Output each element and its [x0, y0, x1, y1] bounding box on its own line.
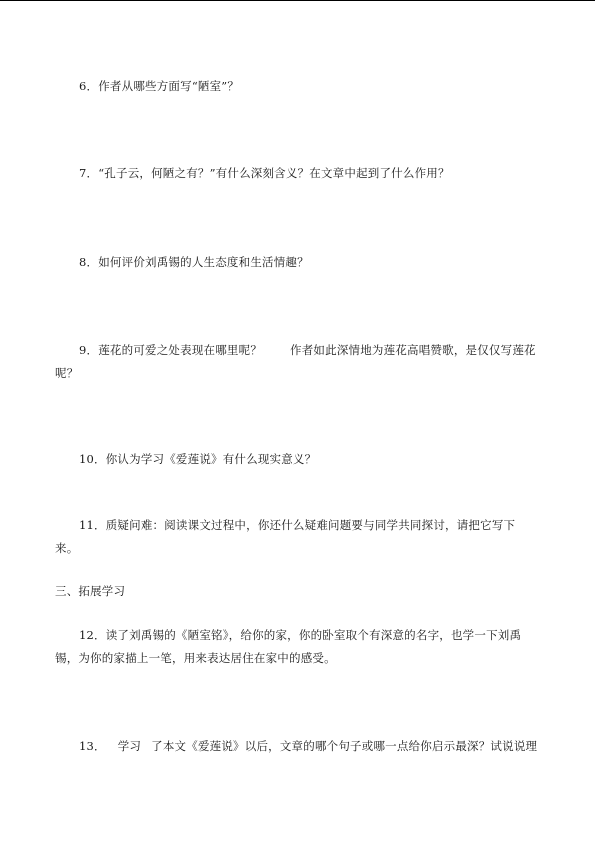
question-11-line-2: 来。 — [55, 541, 79, 555]
question-9-line-2: 呢？ — [55, 366, 79, 380]
question-9-line-1 — [79, 343, 536, 358]
question-11-line-1: 11．质疑问难：阅读课文过程中，你还什么疑难问题要与同学共同探讨，请把它写下 — [79, 518, 516, 532]
question-8: 8．如何评价刘禹锡的人生态度和生活情趣？ — [79, 255, 309, 269]
question-13-part-1: 学习 — [117, 739, 142, 753]
question-13-part-2: 了本文《爱莲说》以后，文章的哪个句子或哪一点给你启示最深？试说说理 — [151, 739, 538, 753]
question-12-line-2: 锡，为你的家描上一笔，用来表达居住在家中的感受。 — [55, 651, 336, 665]
question-10: 10．你认为学习《爱莲说》有什么现实意义？ — [79, 452, 317, 466]
question-7: 7．“孔子云，何陋之有？”有什么深刻含义？在文章中起到了什么作用？ — [79, 166, 450, 180]
question-12-line-1: 12．读了刘禹锡的《陋室铭》，给你的家，你的卧室取个有深意的名字，也学一下刘禹 — [79, 628, 522, 642]
section-3-heading: 三、拓展学习 — [55, 584, 126, 598]
question-9-part-2: 作者如此深情地为莲花高唱赞歌，是仅仅写莲花 — [290, 343, 536, 357]
page-top-rule — [0, 0, 595, 1]
question-9-part-1: 9．莲花的可爱之处表现在哪里呢？ — [79, 343, 263, 357]
question-6: 6．作者从哪些方面写“陋室”？ — [79, 79, 240, 93]
question-13-number: 13． — [79, 739, 106, 753]
question-13-line-1 — [79, 739, 537, 754]
